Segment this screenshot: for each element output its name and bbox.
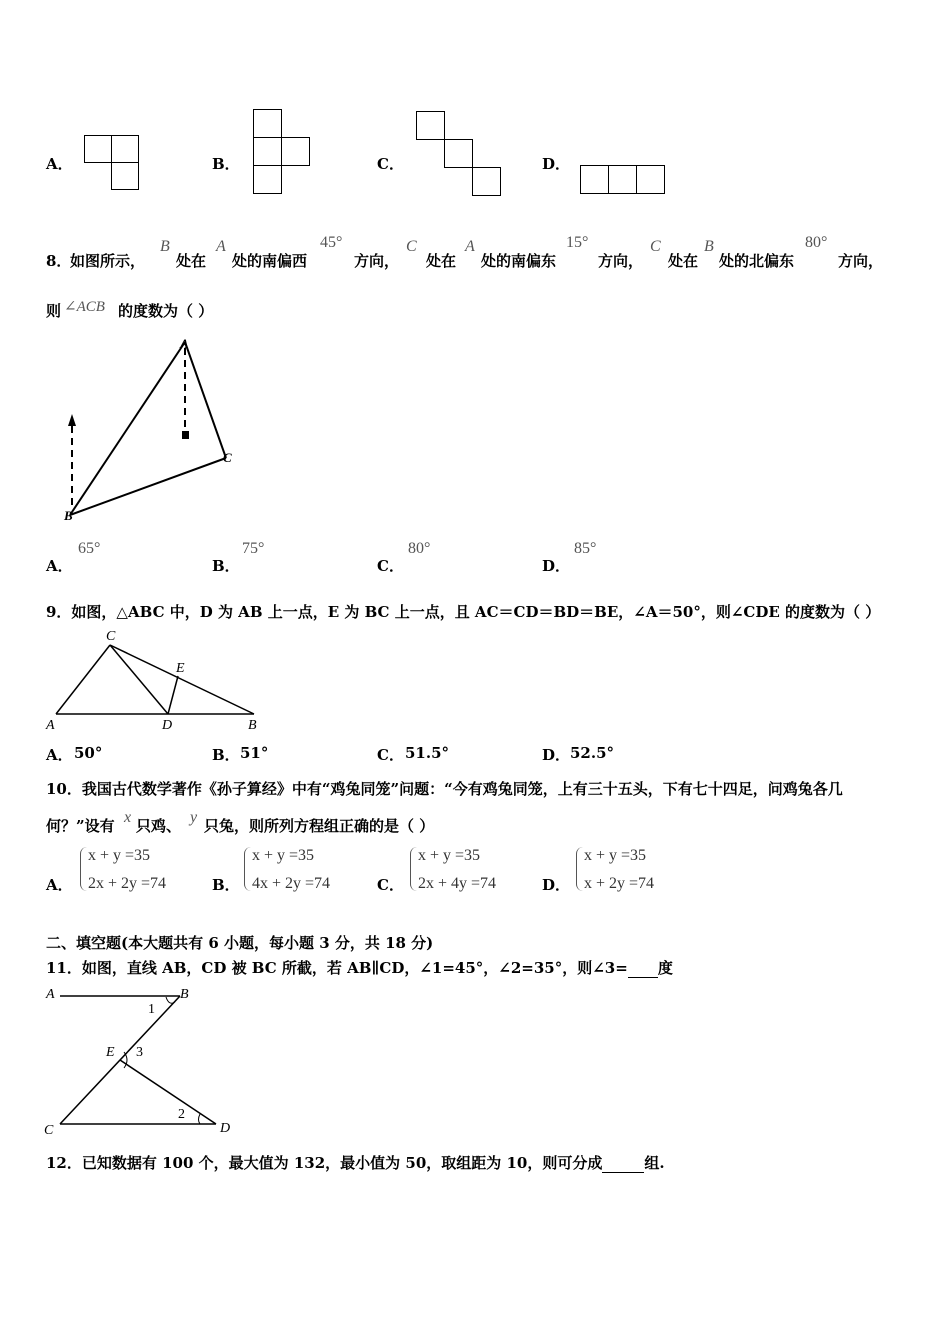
- q8-text-8: 处在: [668, 252, 699, 270]
- q9-stem: 9．如图，△ABC 中，D 为 AB 上一点，E 为 BC 上一点，且 AC＝CD＝BD＝BE，∠A＝50°，则∠CDE 的度数为（ ）: [46, 603, 881, 621]
- q8-text-1: 如图所示，: [70, 252, 146, 270]
- q8-option-b-label[interactable]: B．: [212, 557, 240, 575]
- q8-point-c: C: [406, 238, 417, 255]
- q8-angle-3: 80°: [805, 234, 828, 251]
- q10-option-d-eq2: x + 2y =74: [584, 875, 655, 892]
- q10-stem-line1: 10．我国古代数学著作《孙子算经》中有“鸡兔同笼”问题：“今有鸡兔同笼，上有三十五头，下有七十四足，问鸡兔各几: [46, 780, 843, 798]
- q8-point-c-2: C: [650, 238, 661, 255]
- q10-option-c-label[interactable]: C．: [377, 876, 404, 894]
- q10-option-a-label[interactable]: A．: [46, 876, 73, 894]
- q11-figure: [44, 984, 244, 1136]
- q8-text-10: 方向，: [838, 252, 884, 270]
- q8-figure-label-a: A: [180, 336, 189, 351]
- q11-stem: [46, 957, 673, 978]
- q8-figure: [60, 334, 240, 524]
- q9-figure-label-e: E: [176, 661, 185, 676]
- q8-figure-label-b: B: [64, 508, 73, 523]
- q9-figure: [44, 628, 274, 734]
- q8-option-b-value: 75°: [242, 540, 265, 557]
- q9-figure-label-b: B: [248, 718, 257, 733]
- q8-text-3: 处的南偏西: [232, 252, 308, 270]
- q10-option-b-eq1: x + y =35: [252, 847, 315, 864]
- q10-option-c-eq1: x + y =35: [418, 847, 481, 864]
- q11-figure-label-b: B: [180, 987, 189, 1002]
- q10-option-a-eq2: 2x + 2y =74: [88, 875, 167, 892]
- q9-option-d-value: 52.5°: [570, 744, 615, 762]
- q8-point-a-2: A: [465, 238, 475, 255]
- q9-figure-label-d: D: [162, 718, 173, 733]
- q9-option-b-label[interactable]: B．: [212, 746, 240, 764]
- q11-stem-suffix: 度: [657, 959, 673, 977]
- q11-figure-label-3: 3: [136, 1045, 143, 1060]
- q7-option-d-label[interactable]: D．: [542, 155, 571, 173]
- q8-option-a-label[interactable]: A．: [46, 557, 73, 575]
- q9-option-a-label[interactable]: A．: [46, 746, 73, 764]
- q11-stem-text: 11．如图，直线 AB，CD 被 BC 所截，若 AB∥CD，∠1=45°，∠2=35°，则∠3=: [46, 959, 628, 977]
- q8-point-a: A: [216, 238, 226, 255]
- q11-figure-label-e: E: [106, 1045, 115, 1060]
- q10-var-x: x: [124, 809, 132, 826]
- q10-option-c-system: [410, 847, 530, 895]
- q8-angle-2: 15°: [566, 234, 589, 251]
- q11-figure-label-a: A: [46, 987, 55, 1002]
- q10-option-d-eq1: x + y =35: [584, 847, 647, 864]
- q8-text-5: 处在: [426, 252, 457, 270]
- q7-option-d-figure: [580, 165, 666, 195]
- q8-line2-prefix: 则: [46, 302, 62, 320]
- q11-answer-blank[interactable]: [628, 963, 658, 978]
- q8-number: 8．: [46, 252, 72, 270]
- q9-option-c-value: 51.5°: [405, 744, 450, 762]
- q10-option-b-eq2: 4x + 2y =74: [252, 875, 331, 892]
- q8-option-d-label[interactable]: D．: [542, 557, 571, 575]
- q10-option-b-system: [244, 847, 364, 895]
- q7-option-c-figure: [416, 111, 504, 199]
- q8-point-b-2: B: [704, 238, 714, 255]
- q9-figure-label-c: C: [106, 629, 116, 644]
- q10-option-b-label[interactable]: B．: [212, 876, 240, 894]
- q7-option-b-figure: [253, 109, 313, 195]
- q10-option-d-label[interactable]: D．: [542, 876, 571, 894]
- q9-option-c-label[interactable]: C．: [377, 746, 404, 764]
- q10-stem-line2-c: 只兔，则所列方程组正确的是（ ）: [204, 817, 435, 835]
- q11-figure-label-2: 2: [178, 1107, 185, 1122]
- q9-option-b-value: 51°: [240, 744, 269, 762]
- q12-answer-blank[interactable]: [602, 1158, 644, 1173]
- q12-stem-text: 12．已知数据有 100 个，最大值为 132，最小值为 50，取组距为 10，则可分成: [46, 1154, 603, 1172]
- q8-option-c-label[interactable]: C．: [377, 557, 404, 575]
- q10-option-a-eq1: x + y =35: [88, 847, 151, 864]
- q12-stem: [46, 1152, 665, 1173]
- section-heading: 二、填空题(本大题共有 6 小题，每小题 3 分，共 18 分): [46, 934, 434, 952]
- q11-figure-label-1: 1: [148, 1002, 155, 1017]
- q11-figure-label-c: C: [44, 1123, 54, 1138]
- q8-text-7: 方向，: [598, 252, 644, 270]
- q10-option-a-system: [80, 847, 200, 895]
- q8-angle-1: 45°: [320, 234, 343, 251]
- q10-stem-line2-a: 何？”设有: [46, 817, 115, 835]
- q7-option-b-label[interactable]: B．: [212, 155, 240, 173]
- q10-option-d-system: [576, 847, 696, 895]
- q8-text-6: 处的南偏东: [481, 252, 557, 270]
- q9-figure-label-a: A: [46, 718, 55, 733]
- q12-stem-suffix: 组.: [644, 1154, 665, 1172]
- q7-option-a-label[interactable]: A．: [46, 155, 73, 173]
- q8-text-4: 方向，: [354, 252, 400, 270]
- q9-option-a-value: 50°: [74, 744, 103, 762]
- q8-text-9: 处的北偏东: [719, 252, 795, 270]
- q8-figure-label-c: C: [223, 450, 232, 465]
- q8-text-2: 处在: [176, 252, 207, 270]
- q7-option-c-label[interactable]: C．: [377, 155, 404, 173]
- q10-stem-line2-b: 只鸡、: [136, 817, 182, 835]
- q9-option-d-label[interactable]: D．: [542, 746, 571, 764]
- q8-point-b: B: [160, 238, 170, 255]
- q8-line2-suffix: 的度数为（ ）: [118, 302, 214, 320]
- q8-angle-acb: ∠ACB: [64, 299, 105, 315]
- q10-option-c-eq2: 2x + 4y =74: [418, 875, 497, 892]
- q7-option-a-figure: [84, 135, 144, 195]
- q8-option-a-value: 65°: [78, 540, 101, 557]
- q8-option-d-value: 85°: [574, 540, 597, 557]
- q11-figure-label-d: D: [220, 1121, 231, 1136]
- q8-option-c-value: 80°: [408, 540, 431, 557]
- q10-var-y: y: [190, 809, 198, 826]
